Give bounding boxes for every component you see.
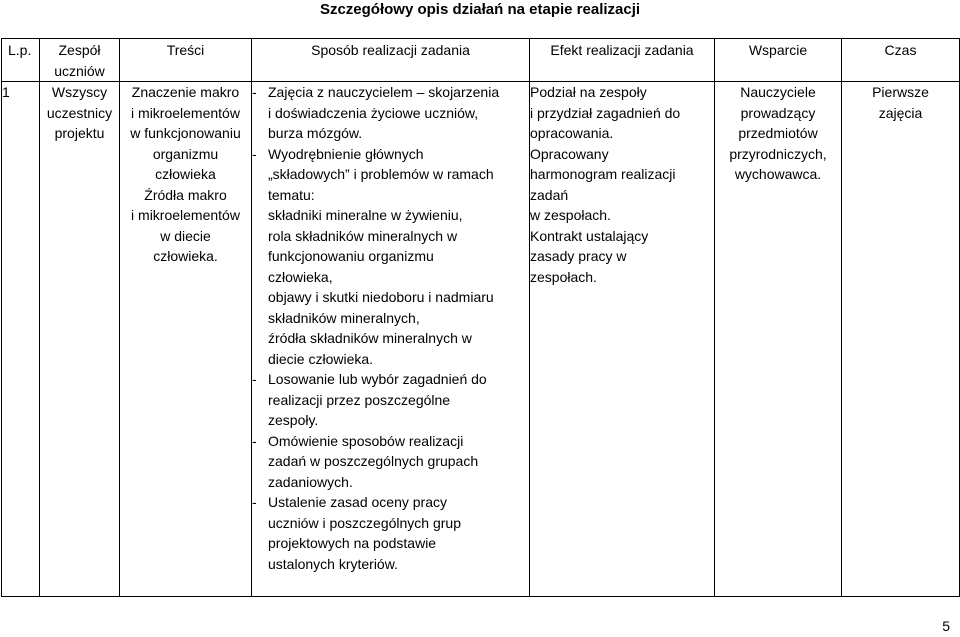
cell-content-line: Znaczenie makro <box>131 84 240 100</box>
method-line: źródła składników mineralnych w <box>268 330 472 346</box>
header-support: Wsparcie <box>715 39 842 82</box>
effect-line: i przydział zagadnień do <box>530 104 681 121</box>
cell-lp: 1 <box>2 82 40 597</box>
method-line: Wyodrębnienie głównych <box>268 145 424 162</box>
header-lp: L.p. <box>2 39 40 82</box>
method-item <box>252 492 529 574</box>
method-line: Losowanie lub wybór zagadnień do <box>268 371 487 387</box>
cell-group-line: projektu <box>54 125 105 141</box>
effect-line: harmonogram realizacji <box>530 166 676 182</box>
method-line: projektowych na podstawie <box>268 535 437 551</box>
method-line: składników mineralnych, <box>268 309 420 326</box>
page-number: 5 <box>942 618 950 634</box>
header-group-line: uczniów <box>54 62 105 79</box>
effect-line: Podział na zespoły <box>530 84 647 100</box>
cell-content-line: w diecie <box>160 227 211 244</box>
method-item <box>252 144 529 206</box>
header-group <box>40 39 120 82</box>
support-line: Nauczyciele <box>740 84 816 100</box>
bullet-dash: - <box>252 432 257 449</box>
bullet-dash: - <box>252 494 257 510</box>
table-row <box>2 82 960 597</box>
cell-content-line: człowieka <box>155 166 216 182</box>
header-method: Sposób realizacji zadania <box>252 39 530 82</box>
cell-method <box>252 82 530 597</box>
effect-line: Opracowany <box>530 145 609 162</box>
cell-content-line: i mikroelementów <box>131 104 240 121</box>
method-line: „składowych” i problemów w ramach <box>268 166 494 182</box>
method-line: człowieka, <box>268 268 333 285</box>
effect-line: zespołach. <box>530 268 597 285</box>
method-line: składniki mineralne w żywieniu, <box>268 207 463 223</box>
method-line: realizacji przez poszczególne <box>268 391 451 408</box>
effect-line: opracowania. <box>530 125 614 141</box>
header-time: Czas <box>842 39 960 82</box>
method-line: funkcjonowaniu organizmu <box>268 248 434 264</box>
table-header-row <box>2 39 960 82</box>
method-item <box>252 82 529 144</box>
method-line: rola składników mineralnych w <box>268 227 458 244</box>
method-line: Ustalenie zasad oceny pracy <box>268 494 447 510</box>
cell-time <box>842 82 960 597</box>
method-line: i doświadczenia życiowe uczniów, <box>268 104 479 121</box>
method-line: uczniów i poszczególnych grup <box>268 514 461 531</box>
cell-group-line: uczestnicy <box>46 104 113 121</box>
cell-group-line: Wszyscy <box>51 84 108 100</box>
method-line: Omówienie sposobów realizacji <box>268 432 464 449</box>
time-line: Pierwsze <box>872 84 929 100</box>
header-group-line: Zespół <box>58 42 101 58</box>
method-line: zadań w poszczególnych grupach <box>268 453 479 469</box>
effect-line: zadań <box>530 186 569 203</box>
document-title: Szczegółowy opis działań na etapie realizacji <box>319 1 641 18</box>
method-line: zadaniowych. <box>268 473 353 490</box>
header-effect: Efekt realizacji zadania <box>530 39 715 82</box>
cell-content-line: Źródła makro <box>144 186 227 203</box>
support-line: przyrodniczych, <box>729 145 827 162</box>
activity-table <box>1 38 960 597</box>
cell-content <box>120 82 252 597</box>
method-line: ustalonych kryteriów. <box>268 555 398 572</box>
method-item <box>252 369 529 431</box>
method-line: burza mózgów. <box>268 125 363 141</box>
bullet-dash: - <box>252 145 257 162</box>
method-line: objawy i skutki niedoboru i nadmiaru <box>268 289 494 305</box>
cell-support <box>715 82 842 597</box>
support-line: przedmiotów <box>738 125 818 141</box>
method-line: diecie człowieka. <box>268 350 374 367</box>
method-line: zespoły. <box>268 412 319 428</box>
cell-content-line: w funkcjonowaniu <box>130 125 241 141</box>
cell-group <box>40 82 120 597</box>
effect-line: Kontrakt ustalający <box>530 227 649 244</box>
bullet-dash: - <box>252 84 257 100</box>
time-line: zajęcia <box>878 104 923 121</box>
method-line: Zajęcia z nauczycielem – skojarzenia <box>268 84 500 100</box>
bullet-dash: - <box>252 371 257 387</box>
method-line: tematu: <box>268 186 315 203</box>
effect-line: zasady pracy w <box>530 248 627 264</box>
cell-content-line: i mikroelementów <box>131 207 240 223</box>
cell-content-line: człowieka. <box>153 248 218 264</box>
cell-effect <box>530 82 715 597</box>
method-item <box>252 431 529 493</box>
header-content: Treści <box>120 39 252 82</box>
support-line: wychowawca. <box>734 166 822 182</box>
support-line: prowadzący <box>740 104 816 121</box>
effect-line: w zespołach. <box>530 207 611 223</box>
method-subitems <box>252 205 529 369</box>
bullet-spacer <box>252 205 268 369</box>
cell-content-line: organizmu <box>152 145 219 162</box>
